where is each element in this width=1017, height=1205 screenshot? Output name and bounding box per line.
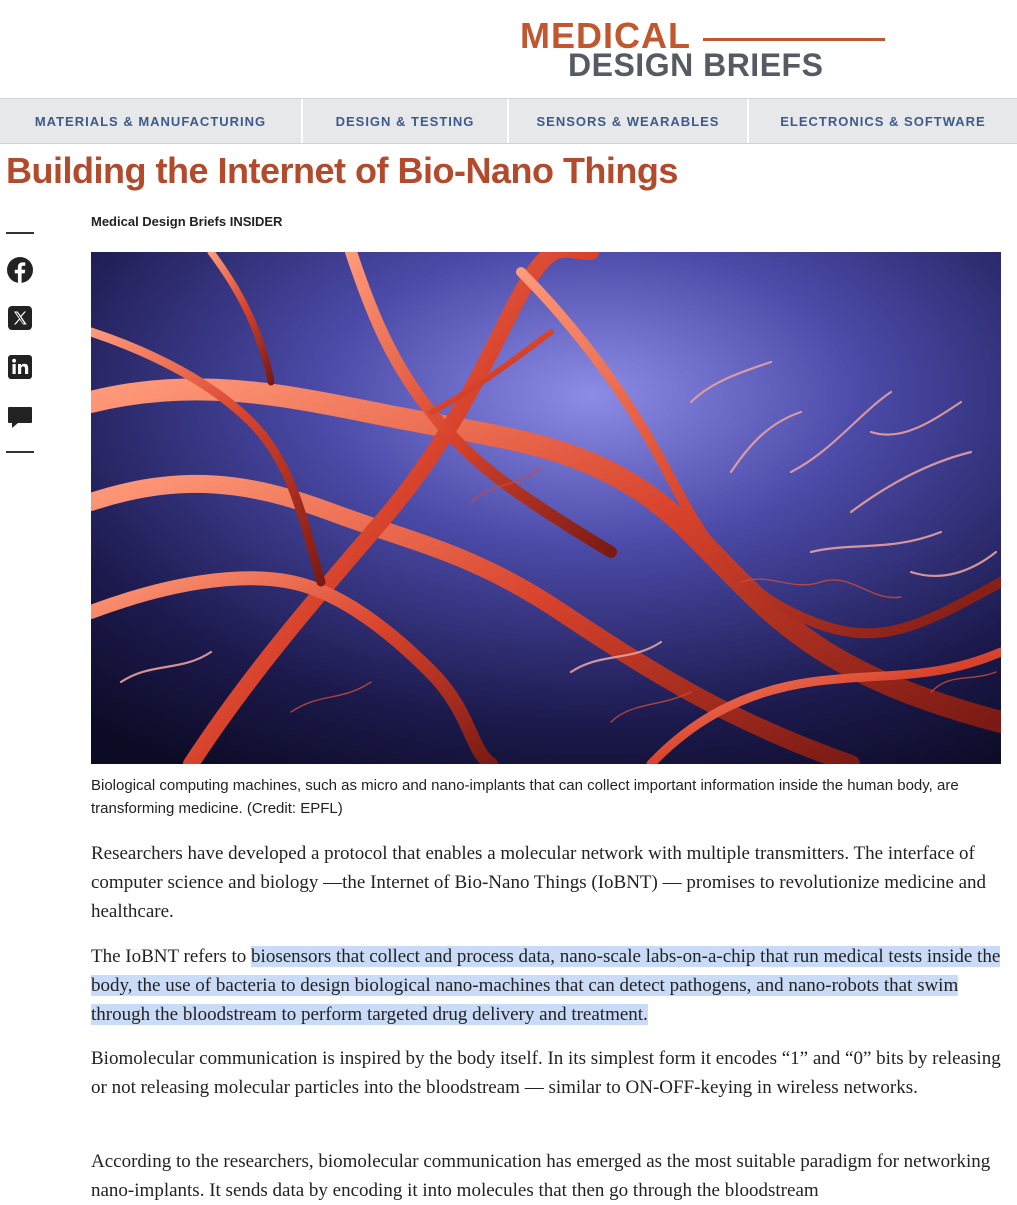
- share-rail-divider-bottom: [6, 451, 34, 453]
- linkedin-share-button[interactable]: [6, 353, 34, 381]
- logo-rule: [703, 38, 885, 41]
- share-rail: [6, 226, 36, 453]
- logo-design-briefs: DESIGN BRIEFS: [568, 47, 824, 80]
- article-paragraph-4: According to the researchers, biomolecular communication has emerged as the most suitable paradigm for networking nano-implants. It sends data by encoding it into molecules that then go through the bloodstream: [91, 1151, 991, 1201]
- article-paragraph-1: Researchers have developed a protocol that enables a molecular network with multiple transmitters. The interface of computer science and biology —the Internet of Bio-Nano Things (IoBNT) — promises to revolutionize medicine and healthcare.: [91, 843, 987, 922]
- nav-sensors-wearables[interactable]: SENSORS & WEARABLES: [509, 99, 749, 143]
- comment-icon: [6, 403, 34, 431]
- selected-text-highlight[interactable]: biosensors that collect and process data, nano-scale labs-on-a-chip that run medical tests inside the body, the use of bacteria to design biological nano-machines that can detect pathogens, and nano-robots that swim through the bloodstream to perform targeted drug delivery and treatment.: [91, 946, 1001, 1025]
- article-title: Building the Internet of Bio-Nano Things: [6, 150, 678, 191]
- main-nav: [0, 98, 1017, 144]
- nav-electronics-software[interactable]: ELECTRONICS & SOFTWARE: [780, 113, 986, 129]
- linkedin-icon: [6, 353, 34, 381]
- x-icon: [6, 304, 34, 332]
- paragraph-2-prefix: The IoBNT refers to: [91, 946, 252, 967]
- facebook-share-button[interactable]: [6, 256, 34, 284]
- image-caption: Biological computing machines, such as micro and nano-implants that can collect important information inside the human body, are transforming medicine. (Credit: EPFL): [91, 777, 959, 817]
- article-paragraph-2: [91, 942, 1006, 1029]
- site-logo[interactable]: [520, 14, 890, 80]
- facebook-icon: [6, 256, 34, 284]
- comment-button[interactable]: [6, 403, 34, 431]
- hero-image: [91, 252, 1001, 764]
- logo-medical: MEDICAL: [520, 15, 691, 56]
- article-byline: Medical Design Briefs INSIDER: [91, 214, 283, 229]
- x-share-button[interactable]: [6, 304, 34, 332]
- share-rail-divider-top: [6, 232, 34, 234]
- nav-materials-manufacturing[interactable]: MATERIALS & MANUFACTURING: [0, 99, 303, 143]
- nav-design-testing[interactable]: DESIGN & TESTING: [303, 99, 509, 143]
- article-paragraph-3: Biomolecular communication is inspired by the body itself. In its simplest form it encodes “1” and “0” bits by releasing or not releasing molecular particles into the bloodstream — similar to ON-OFF-keying in wireless networks.: [91, 1048, 1001, 1098]
